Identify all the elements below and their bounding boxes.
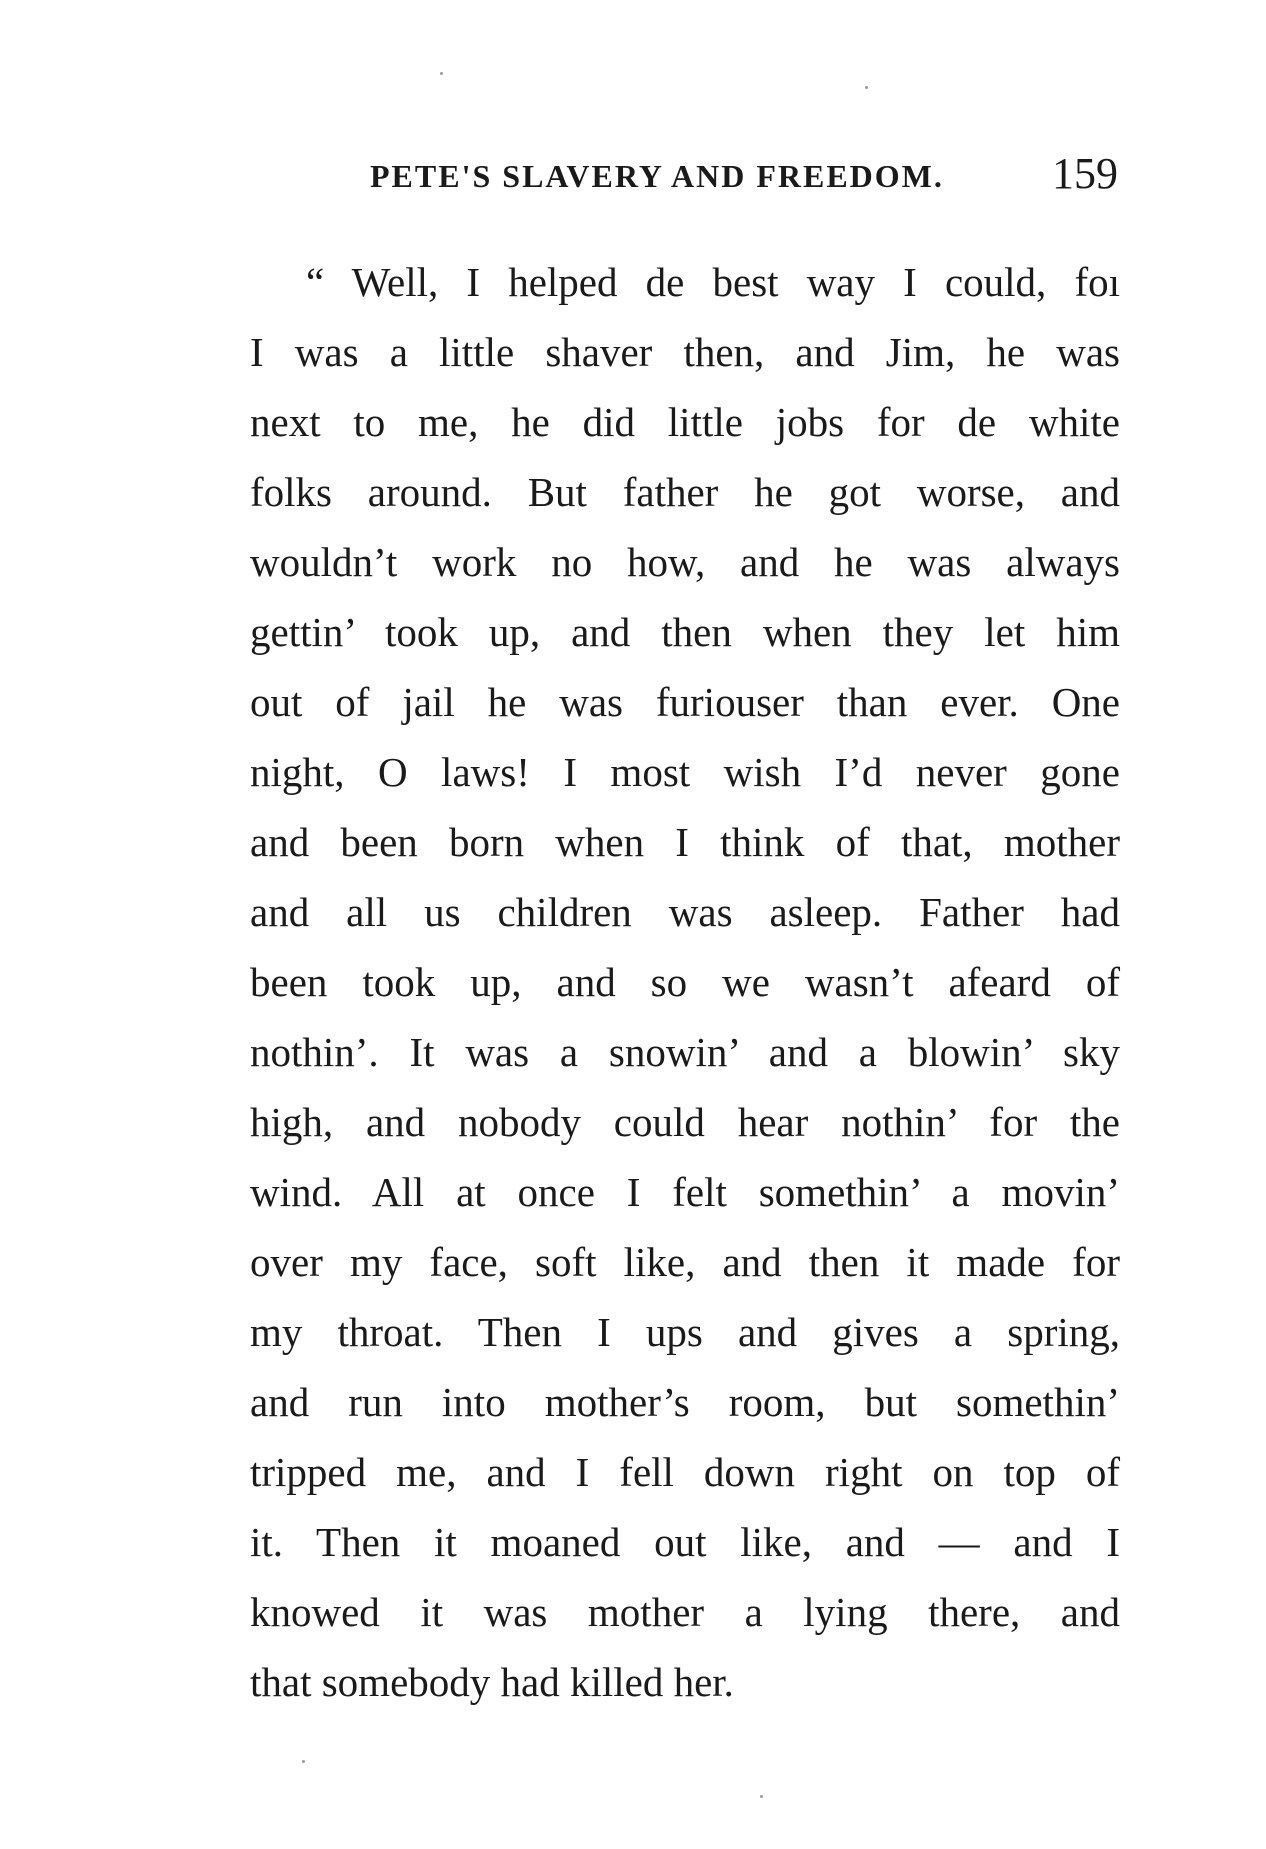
text-line: over my face, soft like, and then it made for — [250, 1239, 1120, 1285]
text-line: that somebody had killed her. — [250, 1659, 734, 1705]
paper-speck — [302, 1760, 305, 1763]
running-title: PETE'S SLAVERY AND FREEDOM. — [370, 158, 944, 194]
text-line: knowed it was mother a lying there, and — [250, 1589, 1120, 1635]
page-number: 159 — [1052, 149, 1118, 198]
text-line: out of jail he was furiouser than ever. One — [250, 679, 1120, 725]
text-line: I was a little shaver then, and Jim, he was — [250, 329, 1120, 375]
paper-speck — [760, 1795, 763, 1798]
paper-speck — [440, 72, 443, 75]
running-head — [370, 148, 1118, 208]
text-line: wind. All at once I felt somethin’ a movin’ — [250, 1169, 1120, 1215]
text-line: tripped me, and I fell down right on top of — [250, 1449, 1120, 1495]
text-line: and run into mother’s room, but somethin’ — [250, 1379, 1120, 1425]
text-line: and been born when I think of that, mother — [250, 819, 1120, 865]
text-line: high, and nobody could hear nothin’ for the — [250, 1099, 1120, 1145]
text-line: “ Well, I helped de best way I could, foı — [306, 259, 1120, 305]
text-line: next to me, he did little jobs for de white — [250, 399, 1120, 445]
text-line: folks around. But father he got worse, and — [250, 469, 1120, 515]
text-line: wouldn’t work no how, and he was always — [250, 539, 1120, 585]
text-line: gettin’ took up, and then when they let him — [250, 609, 1120, 655]
text-line: my throat. Then I ups and gives a spring, — [250, 1309, 1120, 1355]
text-line: and all us children was asleep. Father had — [250, 889, 1120, 935]
text-line: nothin’. It was a snowin’ and a blowin’ sky — [250, 1029, 1120, 1075]
text-line: night, O laws! I most wish I’d never gone — [250, 749, 1120, 795]
paper-speck — [865, 86, 868, 89]
text-line: been took up, and so we wasn’t afeard of — [250, 959, 1120, 1005]
text-line: it. Then it moaned out like, and — and I — [250, 1519, 1120, 1565]
